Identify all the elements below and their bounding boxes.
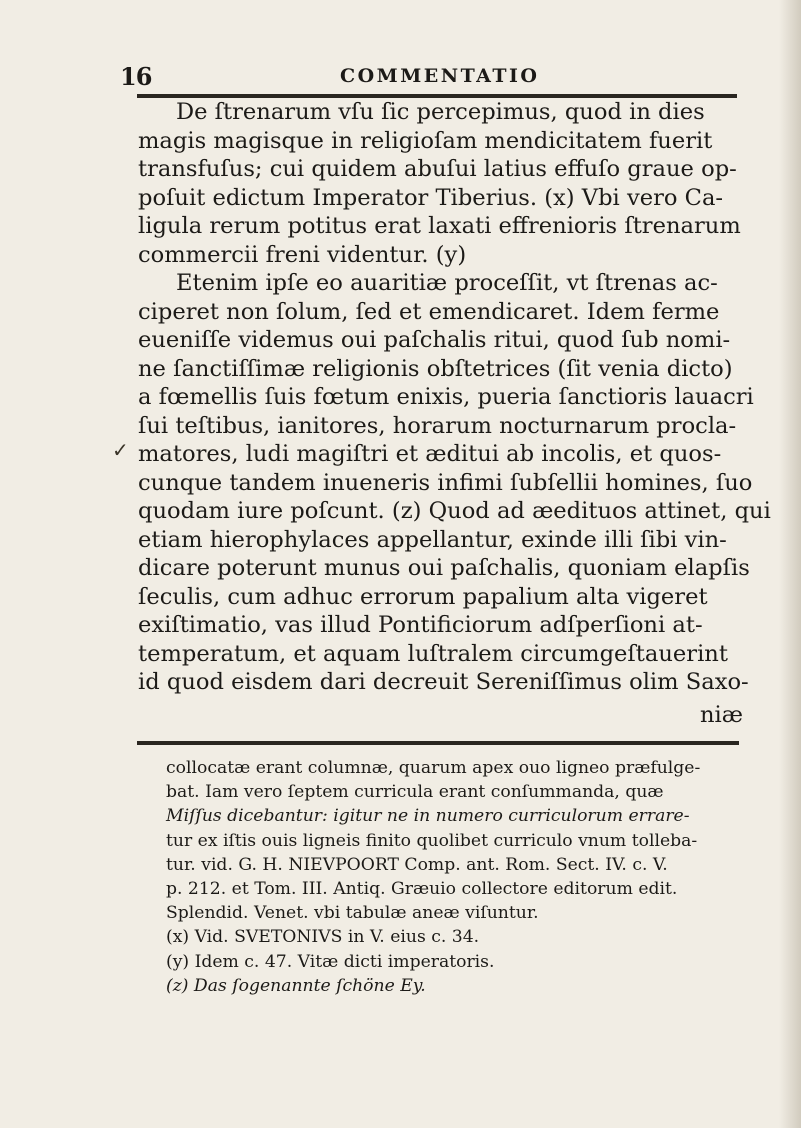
- footnote-line: bat. Iam vero ſeptem curricula erant conſummanda, quæ: [166, 782, 664, 803]
- text-line: id quod eisdem dari decreuit Sereniſſimus olim Saxo-: [138, 669, 749, 695]
- text-line: De ſtrenarum vſu ſic percepimus, quod in dies: [176, 99, 705, 125]
- text-line: ſui teſtibus, ianitores, horarum nocturnarum procla-: [138, 412, 737, 439]
- text-line: ne ſanctiſſimæ religionis obſtetrices (ſit venia dicto): [138, 355, 733, 382]
- footnote-line: Miſſus dicebantur: igitur ne in numero curriculorum errare-: [166, 806, 690, 827]
- text-line: ligula rerum potitus erat laxati effrenioris ſtrenarum: [138, 213, 741, 239]
- footnote-y: (y) Idem c. 47. Vitæ dicti imperatoris.: [166, 951, 495, 972]
- footnote-line: collocatæ erant columnæ, quarum apex ouo ligneo præfulge-: [166, 758, 701, 778]
- footnote-line: Splendid. Venet. vbi tabulæ aneæ viſuntur.: [166, 903, 539, 924]
- text-line: exiſtimatio, vas illud Pontificiorum adſperſioni at-: [138, 612, 703, 638]
- page-header: [120, 62, 760, 92]
- text-line: matores, ludi magiſtri et æditui ab incolis, et quos-: [138, 441, 722, 467]
- text-line: commercii freni videntur. (y): [138, 241, 467, 268]
- text-line: transfuſus; cui quidem abuſui latius effuſo graue op-: [138, 156, 737, 182]
- text-line: temperatum, et aquam luſtralem circumgeſtauerint: [138, 640, 728, 667]
- margin-mark-icon: ✓: [112, 438, 129, 462]
- text-line: ciperet non ſolum, ſed et emendicaret. Idem ferme: [138, 298, 720, 325]
- footnote-line: tur ex iſtis ouis ligneis finito quolibet curriculo vnum tolleba-: [166, 830, 698, 851]
- running-head: COMMENTATIO: [340, 65, 540, 87]
- text-line: poſuit edictum Imperator Tiberius. (x) Vbi vero Ca-: [138, 184, 724, 211]
- text-line: a fœmellis ſuis fœtum enixis, pueria ſanctioris lauacri: [138, 384, 754, 410]
- text-line: quodam iure poſcunt. (z) Quod ad æedituos attinet, qui: [138, 498, 771, 524]
- text-line: magis magisque in religioſam mendicitatem fuerit: [138, 127, 713, 154]
- footnote-line: tur. vid. G. H. NIEVPOORT Comp. ant. Rom. Sect. IV. c. V.: [166, 854, 668, 875]
- footnote-z: (z) Das ſogenannte ſchöne Ey.: [166, 975, 426, 996]
- footnote-line: p. 212. et Tom. III. Antiq. Græuio collectore editorum edit.: [166, 878, 678, 899]
- text-line: Etenim ipſe eo auaritiæ proceſſit, vt ſtrenas ac-: [176, 270, 718, 296]
- catchword: niæ: [700, 702, 744, 728]
- page-number: 16: [120, 62, 152, 91]
- text-line: eueniſſe videmus oui paſchalis ritui, quod ſub nomi-: [138, 327, 731, 353]
- page-edge-shadow: [779, 0, 801, 1128]
- text-line: cunque tandem inueneris infimi ſubſellii homines, ſuo: [138, 469, 753, 496]
- footnote-x: (x) Vid. SVETONIVS in V. eius c. 34.: [166, 927, 480, 948]
- main-text-block: [138, 98, 771, 697]
- footnote-rule: [137, 741, 739, 745]
- text-line: ſeculis, cum adhuc errorum papalium alta vigeret: [138, 583, 708, 610]
- text-line: etiam hierophylaces appellantur, exinde illi ſibi vin-: [138, 526, 727, 553]
- text-line: dicare poterunt munus oui paſchalis, quoniam elapſis: [138, 555, 750, 581]
- footnotes-block: [166, 756, 766, 998]
